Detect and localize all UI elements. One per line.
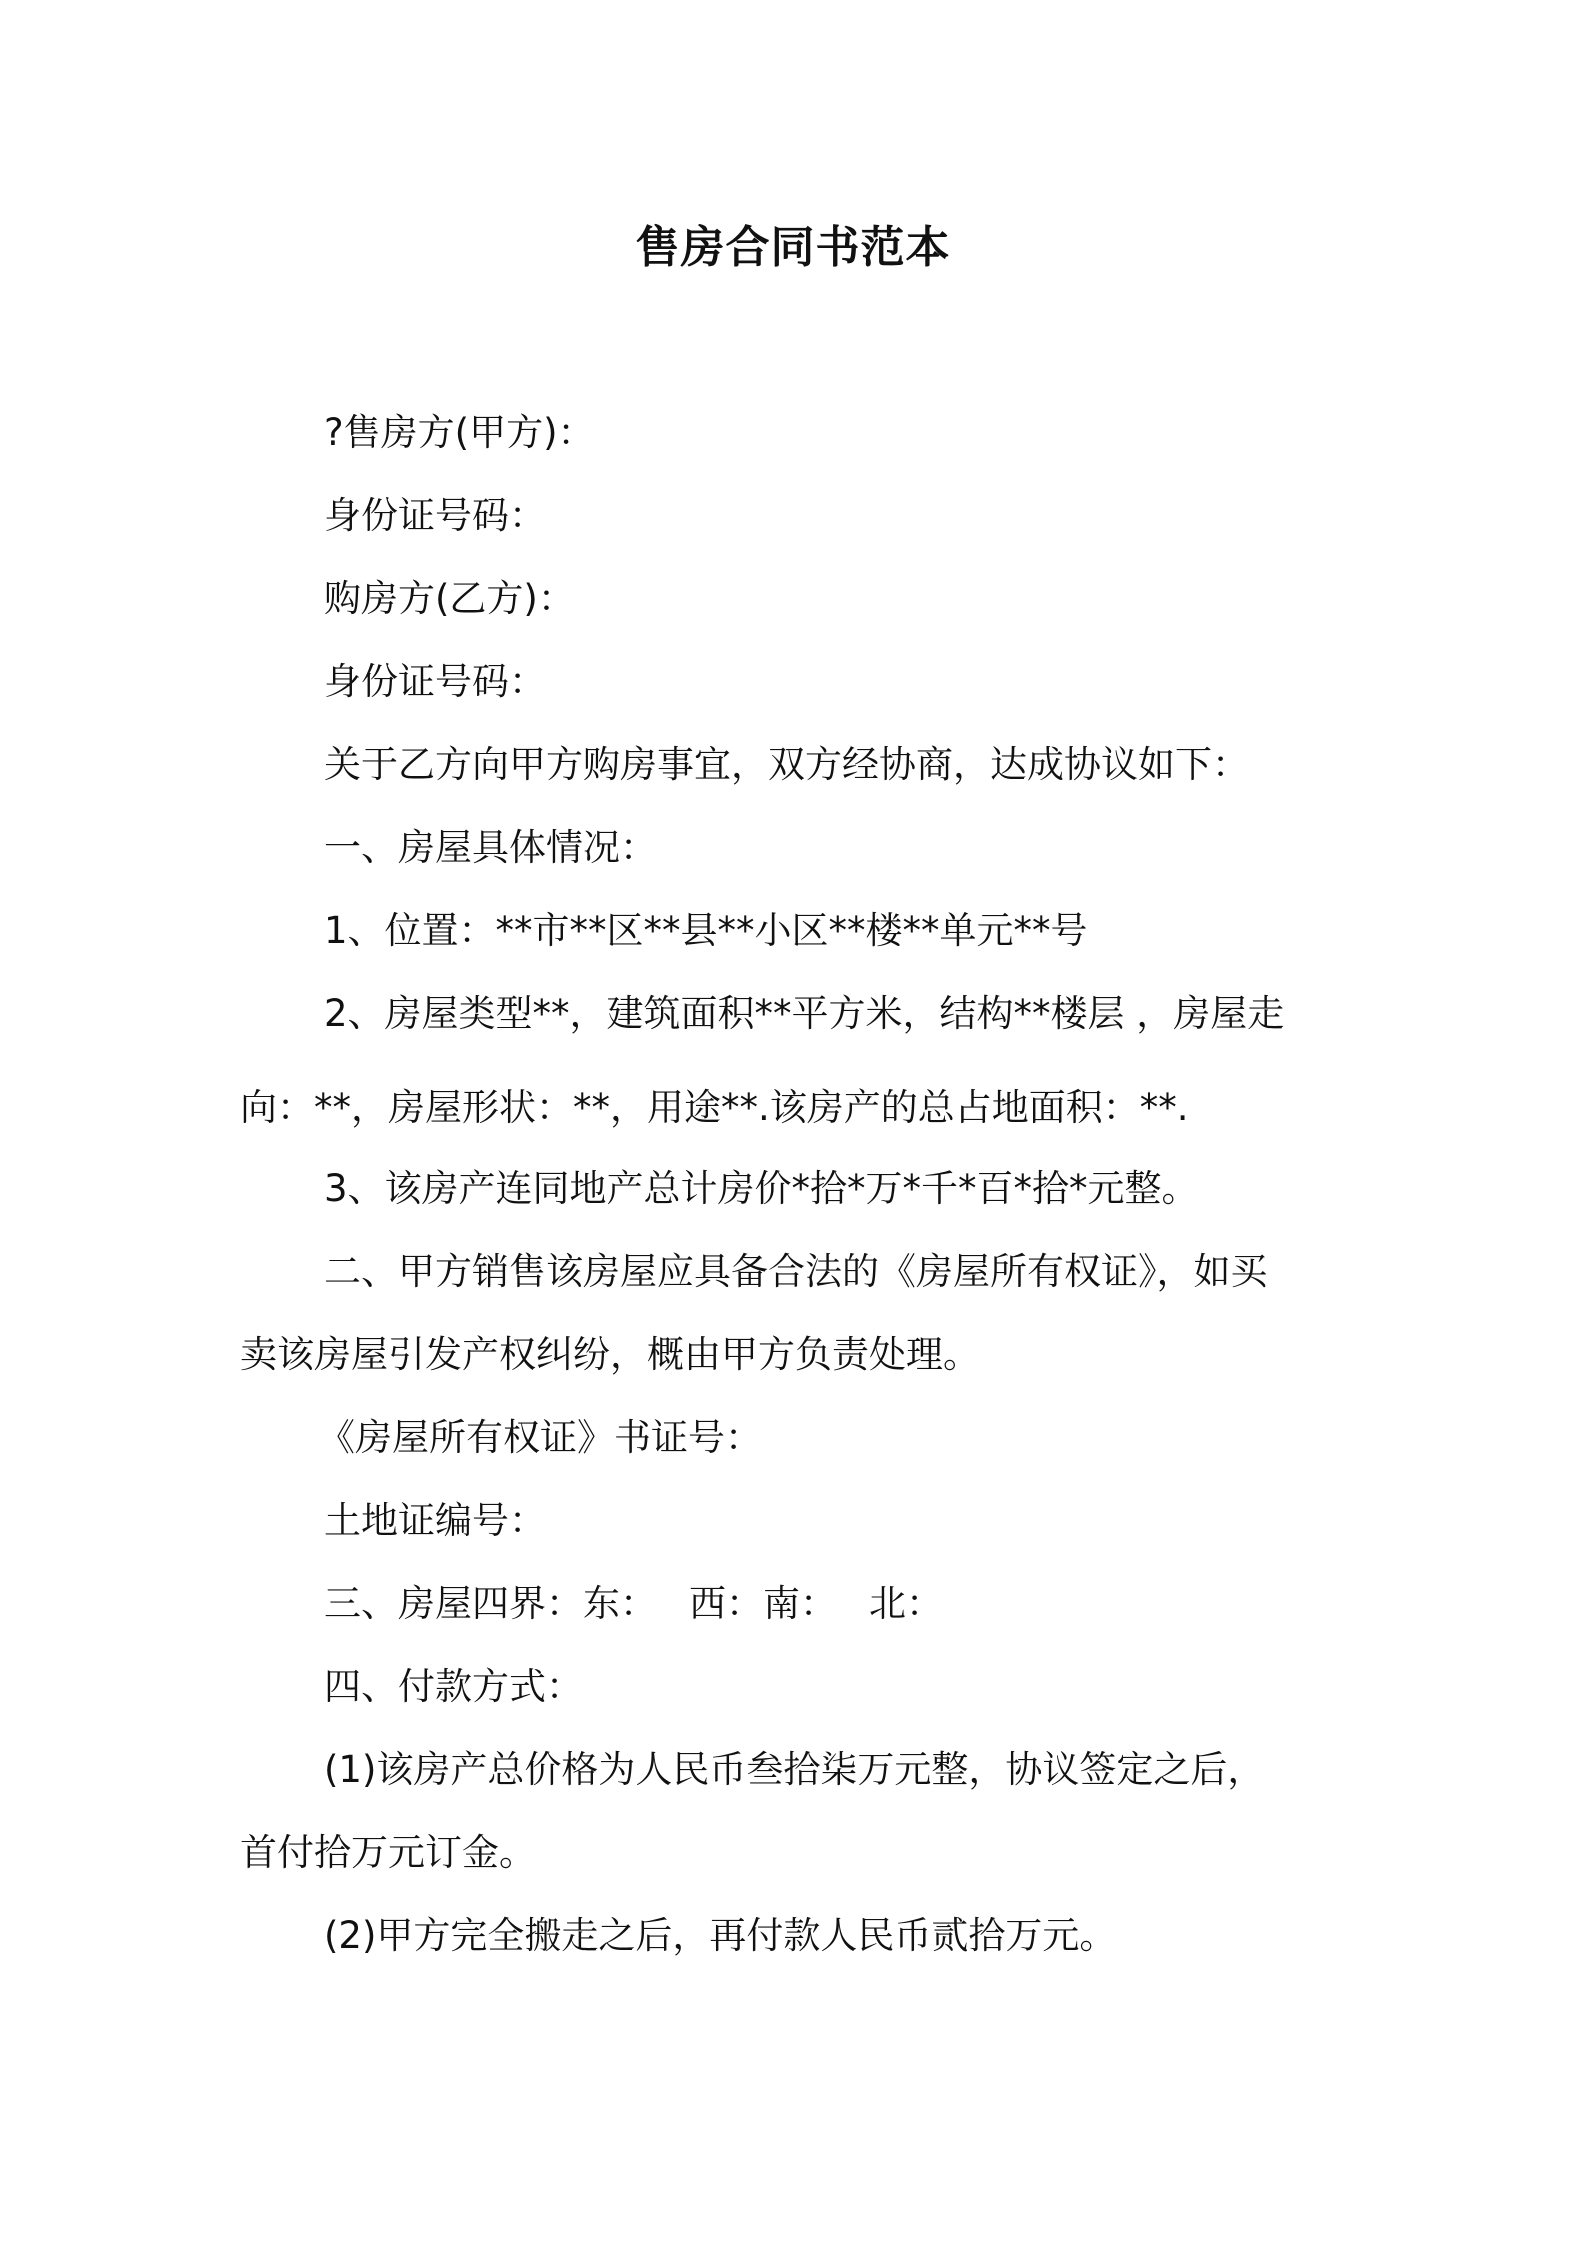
item1-location: 1、位置：**市**区**县**小区**楼**单元**号 xyxy=(324,909,1088,952)
buyer-label: 购房方(乙方)： xyxy=(324,577,575,620)
seller-label: ?售房方(甲方)： xyxy=(324,411,595,454)
buyer-id-label: 身份证号码： xyxy=(324,660,546,703)
section3-boundaries xyxy=(324,1579,943,1629)
east-label: 东： xyxy=(583,1582,657,1625)
south-label: 南： xyxy=(763,1582,837,1625)
payment1-line1: (1)该房产总价格为人民币叁拾柒万元整，协议签定之后， xyxy=(324,1748,1265,1791)
cert-no-label: 《房屋所有权证》书证号： xyxy=(318,1416,762,1459)
payment2: (2)甲方完全搬走之后，再付款人民币贰拾万元。 xyxy=(324,1914,1117,1957)
seller-id-label: 身份证号码： xyxy=(324,494,546,537)
document-title: 售房合同书范本 xyxy=(635,222,951,273)
section4-heading: 四、付款方式： xyxy=(324,1665,583,1708)
north-label: 北： xyxy=(869,1582,943,1625)
west-label: 西： xyxy=(689,1582,763,1625)
payment1-line2: 首付拾万元订金。 xyxy=(240,1831,536,1874)
preamble: 关于乙方向甲方购房事宜，双方经协商，达成协议如下： xyxy=(324,743,1249,786)
section2-line1: 二、甲方销售该房屋应具备合法的《房屋所有权证》，如买 xyxy=(324,1250,1268,1293)
section2-line2: 卖该房屋引发产权纠纷，概由甲方负责处理。 xyxy=(240,1333,980,1376)
section1-heading: 一、房屋具体情况： xyxy=(324,826,657,869)
item2-line2: 向：**，房屋形状：**，用途**.该房产的总占地面积：**. xyxy=(240,1086,1189,1129)
section3-heading: 三、房屋四界： xyxy=(324,1582,583,1625)
land-cert-label: 土地证编号： xyxy=(324,1499,546,1542)
item3-price: 3、该房产连同地产总计房价*拾*万*千*百*拾*元整。 xyxy=(324,1167,1199,1210)
item2-line1: 2、房屋类型**，建筑面积**平方米，结构**楼层 ，房屋走 xyxy=(324,992,1285,1035)
